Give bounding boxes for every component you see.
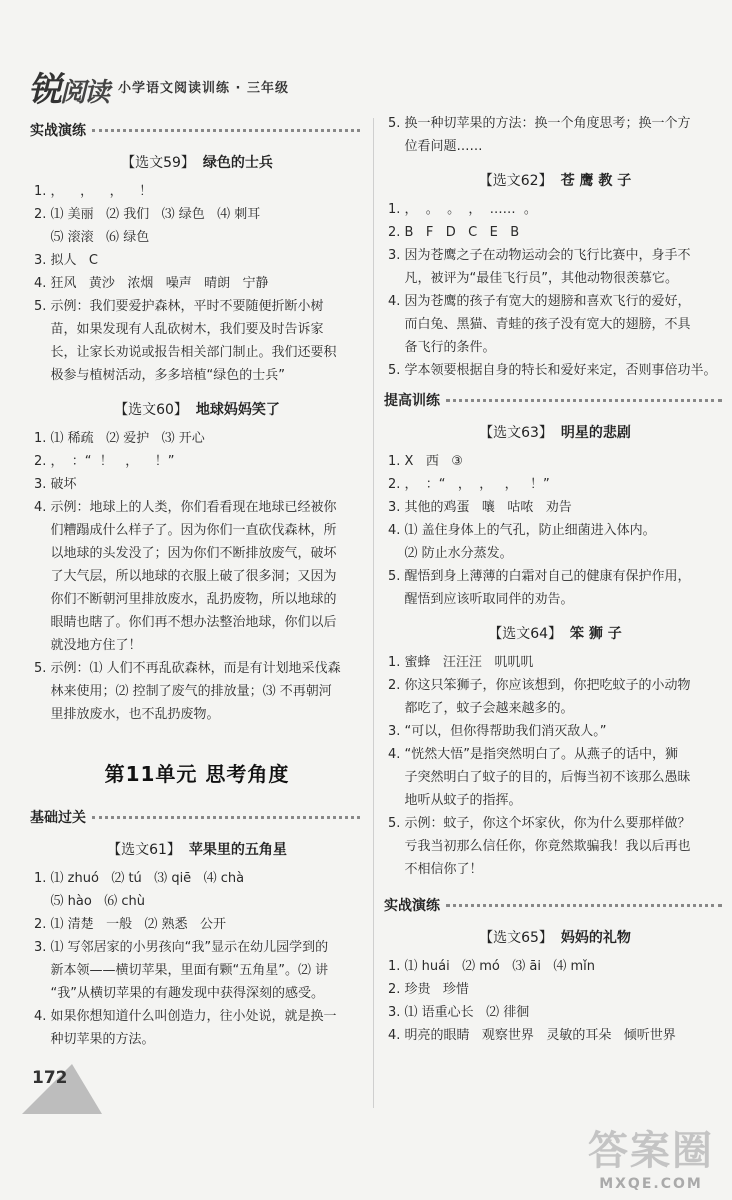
answer-line: 5. 学本领要根据自身的特长和爱好来定，否则事倍功半。 [388, 363, 717, 378]
answer-line: 就没地方住了！ [34, 638, 142, 653]
page-number-badge [22, 1064, 92, 1114]
answer-line: 5. 示例：蚊子，你这个坏家伙，你为什么要那样做？ [388, 816, 691, 831]
answer-line: 了大气层，所以地球的衣服上破了很多洞；又因为 [34, 569, 337, 584]
answer-line: 3. ⑴ 写邻居家的小男孩向“我”显示在幼儿园学到的 [34, 940, 329, 955]
answer-line: 亏我当初那么信任你，你竟然欺骗我！我以后再也 [388, 839, 691, 854]
answer-line: 3. 其他的鸡蛋 嚷 咕哝 劝告 [388, 500, 572, 515]
unit-title: 第11单元 思考角度 [104, 762, 290, 786]
answer-line: 3. ⑴ 语重心长 ⑵ 徘徊 [388, 1005, 530, 1020]
answer-line: 1. X 西 ③ [388, 454, 463, 469]
answer-list-65 [388, 955, 722, 1047]
answer-line: 都吃了，蚊子会越来越多的。 [388, 701, 574, 716]
passage-heading: 【选文62】 苍 鹰 教 子 [478, 173, 632, 189]
page-number: 172 [32, 1068, 68, 1088]
answer-line: 4. 示例：地球上的人类，你们看看现在地球已经被你 [34, 500, 337, 515]
answer-line: 苗，如果发现有人乱砍树木，我们要及时告诉家 [34, 322, 324, 337]
answer-line: 子突然明白了蚊子的目的，后悔当初不该那么愚昧 [388, 770, 691, 785]
passage-heading: 【选文59】 绿色的士兵 [121, 155, 273, 171]
answer-list-64 [388, 651, 722, 881]
answer-line: 4. 狂风 黄沙 浓烟 噪声 晴朗 宁静 [34, 276, 269, 291]
answer-line: 4. “恍然大悟”是指突然明白了。从燕子的话中，狮 [388, 747, 679, 762]
answer-line: 你们不断朝河里排放废水，乱扔废物，所以地球的 [34, 592, 337, 607]
answer-line: ⑸ hào ⑹ chù [34, 894, 145, 909]
answer-list-60 [34, 427, 360, 726]
answer-line: 新本领——横切苹果，里面有颗“五角星”。⑵ 讲 [34, 963, 329, 978]
answer-line: 备飞行的条件。 [388, 340, 496, 355]
answer-line: 5. 示例：⑴ 人们不再乱砍森林，而是有计划地采伐森 [34, 661, 341, 676]
watermark-url: MXQE.COM [599, 1176, 703, 1192]
answer-list-61-cont [388, 112, 722, 158]
answer-line: 2. ⑴ 美丽 ⑵ 我们 ⑶ 绿色 ⑷ 刺耳 [34, 207, 261, 222]
answer-line: 1. ⑴ huái ⑵ mó ⑶ āi ⑷ mǐn [388, 959, 596, 974]
answer-line: 2. ⑴ 清楚 一般 ⑵ 熟悉 公开 [34, 917, 226, 932]
answer-line: 1. 蜜蜂 汪汪汪 叽叽叽 [388, 655, 534, 670]
answer-line: 4. 因为苍鹰的孩子有宽大的翅膀和喜欢飞行的爱好， [388, 294, 691, 309]
answer-line: 地听从蚊子的指挥。 [388, 793, 522, 808]
answer-line: 1. ， 。 。 ， …… 。 [388, 202, 537, 217]
answer-line: 3. 破坏 [34, 477, 77, 492]
answer-line: 位看问题…… [388, 139, 483, 154]
answer-line: 凡，被评为“最佳飞行员”，其他动物很羡慕它。 [388, 271, 678, 286]
section-heading: 实战演练 [30, 120, 360, 140]
right-column [384, 112, 722, 1047]
passage-heading: 【选文65】 妈妈的礼物 [479, 930, 631, 946]
watermark [588, 1119, 714, 1192]
answer-line: 林来使用；⑵ 控制了废气的排放量；⑶ 不再朝河 [34, 684, 332, 699]
answer-list-63 [388, 450, 722, 611]
answer-list-59 [34, 180, 360, 387]
answer-line: 极参与植树活动，多多培植“绿色的士兵” [34, 368, 285, 383]
passage-heading: 【选文61】 苹果里的五角星 [107, 842, 287, 858]
answer-line: 2. ， ：“ ！ ， ！” [34, 454, 175, 469]
answer-line: 2. 你这只笨狮子，你应该想到，你把吃蚊子的小动物 [388, 678, 691, 693]
answer-line: 3. 因为苍鹰之子在动物运动会的飞行比赛中，身手不 [388, 248, 691, 263]
answer-line: 5. 示例：我们要爱护森林，平时不要随便折断小树 [34, 299, 324, 314]
answer-line: 4. 如果你想知道什么叫创造力，往小处说，就是换一 [34, 1009, 337, 1024]
answer-line: 眼睛也瞎了。你们再不想办法整治地球，你们以后 [34, 615, 337, 630]
answer-list-62 [388, 198, 722, 382]
answer-line: 们糟蹋成什么样子了。因为你们一直砍伐森林，所 [34, 523, 337, 538]
answer-line: 1. ⑴ 稀疏 ⑵ 爱护 ⑶ 开心 [34, 431, 205, 446]
answer-line: 而白兔、黑猫、青蛙的孩子没有宽大的翅膀，不具 [388, 317, 691, 332]
answer-line: 2. 珍贵 珍惜 [388, 982, 469, 997]
section-heading: 基础过关 [30, 807, 360, 827]
answer-line: 以地球的头发没了；因为你们不断排放废气，破坏 [34, 546, 337, 561]
passage-heading: 【选文64】 笨 狮 子 [488, 626, 622, 642]
answer-line: ⑸ 滚滚 ⑹ 绿色 [34, 230, 150, 245]
logo: 锐阅读 [28, 69, 109, 110]
answer-line: 1. ⑴ zhuó ⑵ tú ⑶ qiē ⑷ chà [34, 871, 245, 886]
answer-line: ⑵ 防止水分蒸发。 [388, 546, 513, 561]
answer-line: 4. ⑴ 盖住身体上的气孔，防止细菌进入体内。 [388, 523, 656, 538]
answer-line: 种切苹果的方法。 [34, 1032, 155, 1047]
answer-line: 长，让家长劝说或报告相关部门制止。我们还要积 [34, 345, 337, 360]
answer-line: 3. “可以，但你得帮助我们消灭敌人。” [388, 724, 607, 739]
watermark-logo: 答案圈 [588, 1128, 714, 1174]
answer-line: 1. ， ， ， ！ [34, 184, 153, 199]
answer-list-61 [34, 867, 360, 1051]
answer-line: 不相信你了！ [388, 862, 483, 877]
answer-line: 5. 换一种切苹果的方法：换一个角度思考；换一个方 [388, 116, 691, 131]
passage-heading: 【选文60】 地球妈妈笑了 [114, 402, 280, 418]
book-title: 小学语文阅读训练 · 三年级 [118, 80, 290, 96]
passage-heading: 【选文63】 明星的悲剧 [479, 425, 631, 441]
section-heading: 实战演练 [384, 895, 722, 915]
page-header [28, 66, 290, 110]
left-column [30, 112, 360, 1051]
answer-line: 3. 拟人 C [34, 253, 99, 268]
answer-line: 2. ， ：“ ， ， ， ！” [388, 477, 550, 492]
answer-line: 5. 醒悟到身上薄薄的白霜对自己的健康有保护作用， [388, 569, 691, 584]
section-heading: 提高训练 [384, 390, 722, 410]
answer-line: 4. 明亮的眼睛 观察世界 灵敏的耳朵 倾听世界 [388, 1028, 676, 1043]
answer-line: 里排放废水，也不乱扔废物。 [34, 707, 220, 722]
answer-line: 2. B F D C E B [388, 225, 520, 240]
column-divider [373, 118, 374, 1108]
answer-line: 醒悟到应该听取同伴的劝告。 [388, 592, 574, 607]
answer-line: “我”从横切苹果的有趣发现中获得深刻的感受。 [34, 986, 324, 1001]
